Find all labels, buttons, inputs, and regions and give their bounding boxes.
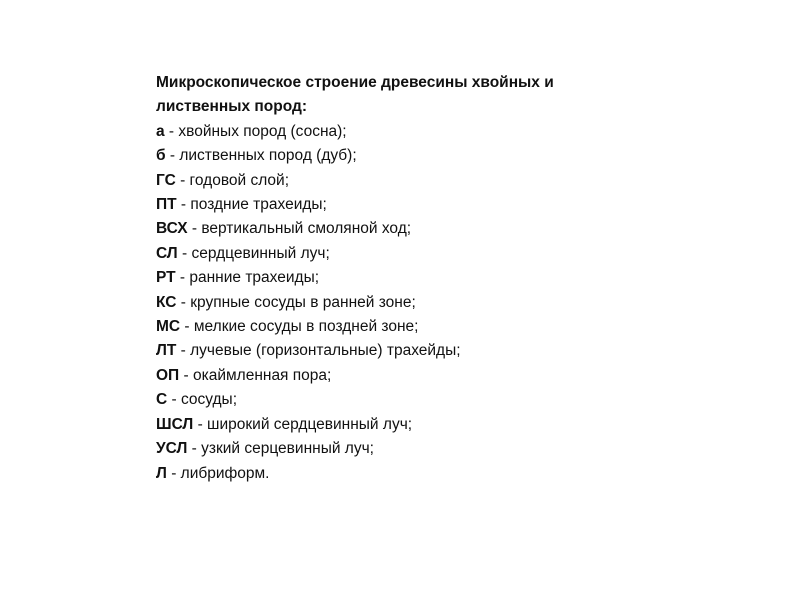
legend-item	[156, 169, 756, 193]
legend-text: - окаймленная пора;	[179, 366, 332, 384]
legend-item	[156, 462, 756, 486]
legend-text: - узкий серцевинный луч;	[187, 440, 374, 458]
legend-item	[156, 193, 756, 217]
legend-item	[156, 364, 756, 388]
legend-text: - либриформ.	[166, 464, 270, 482]
legend-abbr: а	[156, 122, 165, 140]
legend-abbr: ВСХ	[156, 220, 188, 238]
legend-abbr: ШСЛ	[156, 415, 194, 433]
legend-text: - мелкие сосуды в поздней зоне;	[180, 318, 419, 336]
legend-item	[156, 144, 756, 168]
legend-list	[156, 120, 756, 486]
legend-text: - сосуды;	[167, 391, 237, 409]
legend-item	[156, 315, 756, 339]
legend-abbr: РТ	[156, 269, 176, 287]
legend-text: - лиственных пород (дуб);	[165, 147, 357, 165]
legend-abbr: СЛ	[156, 244, 178, 262]
legend-abbr: МС	[156, 318, 181, 336]
legend-abbr: Л	[156, 464, 167, 482]
legend-abbr: УСЛ	[156, 440, 188, 458]
legend-item	[156, 120, 756, 144]
legend-text: - вертикальный смоляной ход;	[187, 220, 412, 238]
legend-item	[156, 291, 756, 315]
text-block	[156, 71, 756, 486]
legend-item	[156, 242, 756, 266]
legend-text: - сердцевинный луч;	[177, 244, 330, 262]
legend-item	[156, 217, 756, 241]
title	[156, 71, 756, 120]
legend-abbr: ГС	[156, 171, 176, 189]
legend-item	[156, 437, 756, 461]
legend-text: - лучевые (горизонтальные) трахейды;	[176, 342, 461, 360]
legend-abbr: ОП	[156, 366, 180, 384]
legend-text: - широкий сердцевинный луч;	[193, 415, 413, 433]
legend-item	[156, 266, 756, 290]
legend-text: - хвойных пород (сосна);	[164, 122, 347, 140]
legend-item	[156, 388, 756, 412]
legend-text: - поздние трахеиды;	[176, 196, 327, 214]
legend-abbr: ПТ	[156, 196, 177, 214]
legend-text: - крупные сосуды в ранней зоне;	[176, 293, 416, 311]
legend-abbr: ЛТ	[156, 342, 177, 360]
legend-text: - годовой слой;	[175, 171, 290, 189]
legend-item	[156, 413, 756, 437]
legend-text: - ранние трахеиды;	[175, 269, 320, 287]
legend-abbr: б	[156, 147, 166, 165]
legend-item	[156, 339, 756, 363]
title-line-1: Микроскопическое строение древесины хвойных и	[156, 74, 554, 91]
legend-abbr: КС	[156, 293, 177, 311]
legend-abbr: С	[156, 391, 168, 409]
title-line-2: лиственных пород:	[156, 98, 307, 116]
